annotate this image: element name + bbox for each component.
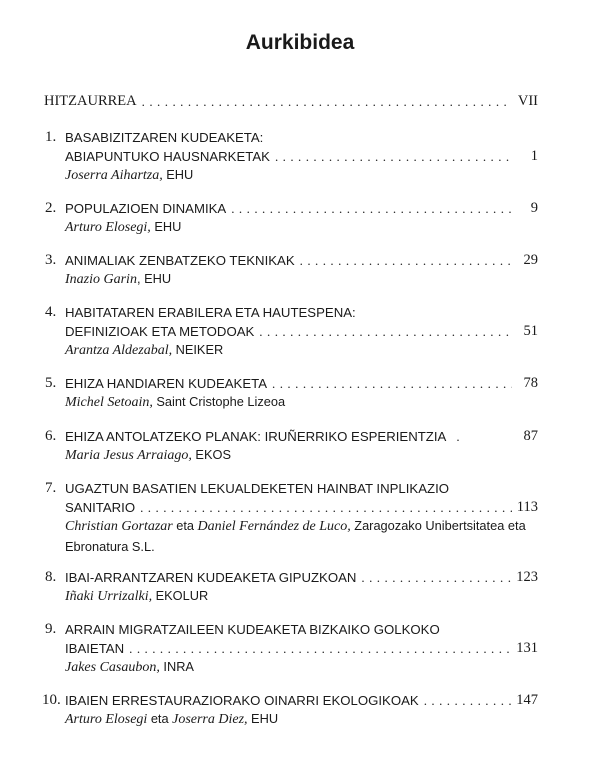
chapter-title-line: IBAIETAN xyxy=(65,641,125,656)
chapter-author: Arturo Elosegi, EHU xyxy=(65,219,182,235)
chapter-title-line: EHIZA HANDIAREN KUDEAKETA xyxy=(65,376,268,391)
chapter-title-line: EHIZA ANTOLATZEKO PLANAK: IRUÑERRIKO ESPERIENTZIA xyxy=(65,429,447,444)
preface-label: HITZAURREA xyxy=(44,93,137,109)
chapter-title-line: IBAI-ARRANTZAREN KUDEAKETA GIPUZKOAN xyxy=(65,570,357,585)
chapter-title-line: UGAZTUN BASATIEN LEKUALDEKETEN HAINBAT INPLIKAZIO xyxy=(65,481,449,496)
chapter-page: 113 xyxy=(516,499,538,515)
chapter-author: Joserra Aihartza, EHU xyxy=(65,167,194,183)
chapter-author: Christian Gortazar eta Daniel Fernández de Luco, Zaragozako Unibertsitatea eta Ebronatura S.L. xyxy=(65,518,526,554)
chapter-number: 9. xyxy=(45,621,57,637)
chapter-title-line: ARRAIN MIGRATZAILEEN KUDEAKETA BIZKAIKO GOLKOKO xyxy=(65,622,440,637)
chapter-number: 2. xyxy=(45,200,57,216)
page-title: Aurkibidea xyxy=(245,31,355,54)
chapter-number: 4. xyxy=(45,304,57,320)
chapter-page: 9 xyxy=(530,200,538,216)
chapter-author: Michel Setoain, Saint Cristophe Lizeoa xyxy=(65,394,286,410)
chapter-page: 51 xyxy=(523,323,538,339)
chapter-author: Maria Jesus Arraiago, EKOS xyxy=(65,447,231,463)
chapter-title-line: HABITATAREN ERABILERA ETA HAUTESPENA: xyxy=(65,305,356,320)
chapter-number: 5. xyxy=(45,375,57,391)
chapter-page: 87 xyxy=(523,428,538,444)
chapter-title-line: DEFINIZIOAK ETA METODOAK xyxy=(65,324,255,339)
chapter-page: 123 xyxy=(516,569,538,585)
chapter-title-line: ANIMALIAK ZENBATZEKO TEKNIKAK xyxy=(65,253,295,268)
chapter-title-line: ABIAPUNTUKO HAUSNARKETAK xyxy=(65,149,270,164)
chapter-title-line: IBAIEN ERRESTAURAZIORAKO OINARRI EKOLOGIKOAK xyxy=(65,693,419,708)
chapter-number: 10. xyxy=(42,692,61,708)
chapter-title-line: POPULAZIOEN DINAMIKA xyxy=(65,201,227,216)
chapter-number: 1. xyxy=(45,129,57,145)
preface-entry xyxy=(44,92,511,111)
chapter-title-line: BASABIZITZAREN KUDEAKETA: xyxy=(65,130,264,145)
chapter-title-line: SANITARIO xyxy=(65,500,136,515)
chapter-number: 6. xyxy=(45,428,57,444)
chapter-author: Arturo Elosegi eta Joserra Diez, EHU xyxy=(65,711,279,727)
chapter-number: 3. xyxy=(45,252,57,268)
chapter-page: 147 xyxy=(516,692,538,708)
chapter-page: 29 xyxy=(523,252,538,268)
chapter-page: 78 xyxy=(523,375,538,391)
chapter-number: 7. xyxy=(45,480,57,496)
chapter-number: 8. xyxy=(45,569,57,585)
chapter-author: Inazio Garin, EHU xyxy=(65,271,172,287)
preface-page: VII xyxy=(517,93,538,109)
chapter-page: 1 xyxy=(530,148,538,164)
chapter-author: Iñaki Urrizalki, EKOLUR xyxy=(65,588,209,604)
chapter-author: Jakes Casaubon, INRA xyxy=(65,659,194,675)
chapter-author: Arantza Aldezabal, NEIKER xyxy=(65,342,224,358)
chapter-page: 131 xyxy=(516,640,538,656)
